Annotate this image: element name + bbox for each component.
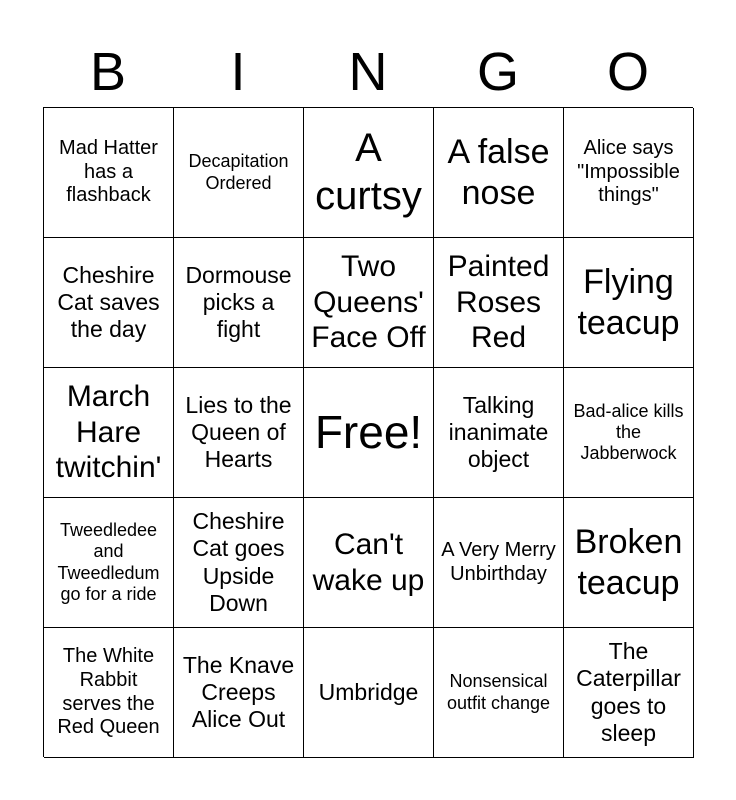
bingo-cell[interactable] — [174, 368, 304, 498]
cell-text: Painted Roses Red — [447, 250, 550, 355]
cell-text: Talking inanimate object — [448, 391, 549, 473]
bingo-cell[interactable] — [174, 108, 304, 238]
cell-text: Cheshire Cat goes Upside Down — [192, 508, 285, 616]
cell-text: Can't wake up — [312, 528, 425, 597]
bingo-cell[interactable] — [174, 498, 304, 628]
header-letter-i: I — [230, 42, 246, 102]
bingo-header — [43, 38, 693, 106]
bingo-cell[interactable] — [564, 368, 694, 498]
cell-text: Bad-alice kills the Jabberwock — [573, 400, 684, 464]
cell-text: A false nose — [447, 133, 550, 212]
cell-text: The White Rabbit serves the Red Queen — [57, 645, 160, 739]
cell-text: Mad Hatter has a flashback — [59, 137, 158, 207]
bingo-cell[interactable] — [434, 238, 564, 368]
bingo-cell[interactable] — [564, 108, 694, 238]
cell-text: Nonsensical outfit change — [446, 671, 551, 713]
cell-text: Two Queens' Face Off — [311, 250, 426, 355]
cell-text: Cheshire Cat saves the day — [57, 261, 160, 343]
cell-text: Umbridge — [318, 678, 419, 705]
bingo-cell[interactable] — [44, 498, 174, 628]
header-letter-g: G — [476, 42, 519, 102]
cell-text: The Knave Creeps Alice Out — [182, 651, 295, 733]
bingo-cell[interactable] — [44, 238, 174, 368]
bingo-cell[interactable] — [564, 628, 694, 758]
bingo-cell[interactable] — [434, 628, 564, 758]
bingo-cell[interactable] — [304, 238, 434, 368]
cell-text: A Very Merry Unbirthday — [441, 538, 556, 585]
free-space-text: Free! — [314, 406, 423, 459]
cell-text: Lies to the Queen of Hearts — [185, 391, 292, 473]
cell-text: Dormouse picks a fight — [185, 261, 292, 343]
header-letter-o: O — [606, 42, 649, 102]
bingo-cell[interactable] — [174, 238, 304, 368]
cell-text: A curtsy — [315, 126, 422, 218]
bingo-cell[interactable] — [304, 108, 434, 238]
bingo-cell[interactable] — [564, 498, 694, 628]
bingo-cell[interactable] — [44, 628, 174, 758]
header-letter-b: B — [89, 42, 127, 102]
bingo-card-grid — [43, 107, 693, 757]
cell-text: March Hare twitchin' — [55, 380, 162, 485]
cell-text: Decapitation Ordered — [188, 151, 289, 193]
bingo-cell[interactable] — [174, 628, 304, 758]
bingo-cell[interactable] — [564, 238, 694, 368]
cell-text: Broken teacup — [574, 523, 683, 602]
bingo-cell[interactable] — [304, 498, 434, 628]
bingo-cell[interactable] — [434, 498, 564, 628]
cell-text: Alice says "Impossible things" — [577, 137, 680, 207]
bingo-cell[interactable] — [44, 368, 174, 498]
bingo-cell[interactable] — [434, 108, 564, 238]
bingo-cell[interactable] — [434, 368, 564, 498]
bingo-cell[interactable] — [304, 628, 434, 758]
header-letter-n: N — [348, 42, 388, 102]
cell-text: The Caterpillar goes to sleep — [576, 638, 681, 746]
cell-text: Tweedledee and Tweedledum go for a ride — [57, 520, 160, 604]
cell-text: Flying teacup — [577, 263, 680, 342]
bingo-cell[interactable] — [44, 108, 174, 238]
bingo-cell-free[interactable] — [304, 368, 434, 498]
